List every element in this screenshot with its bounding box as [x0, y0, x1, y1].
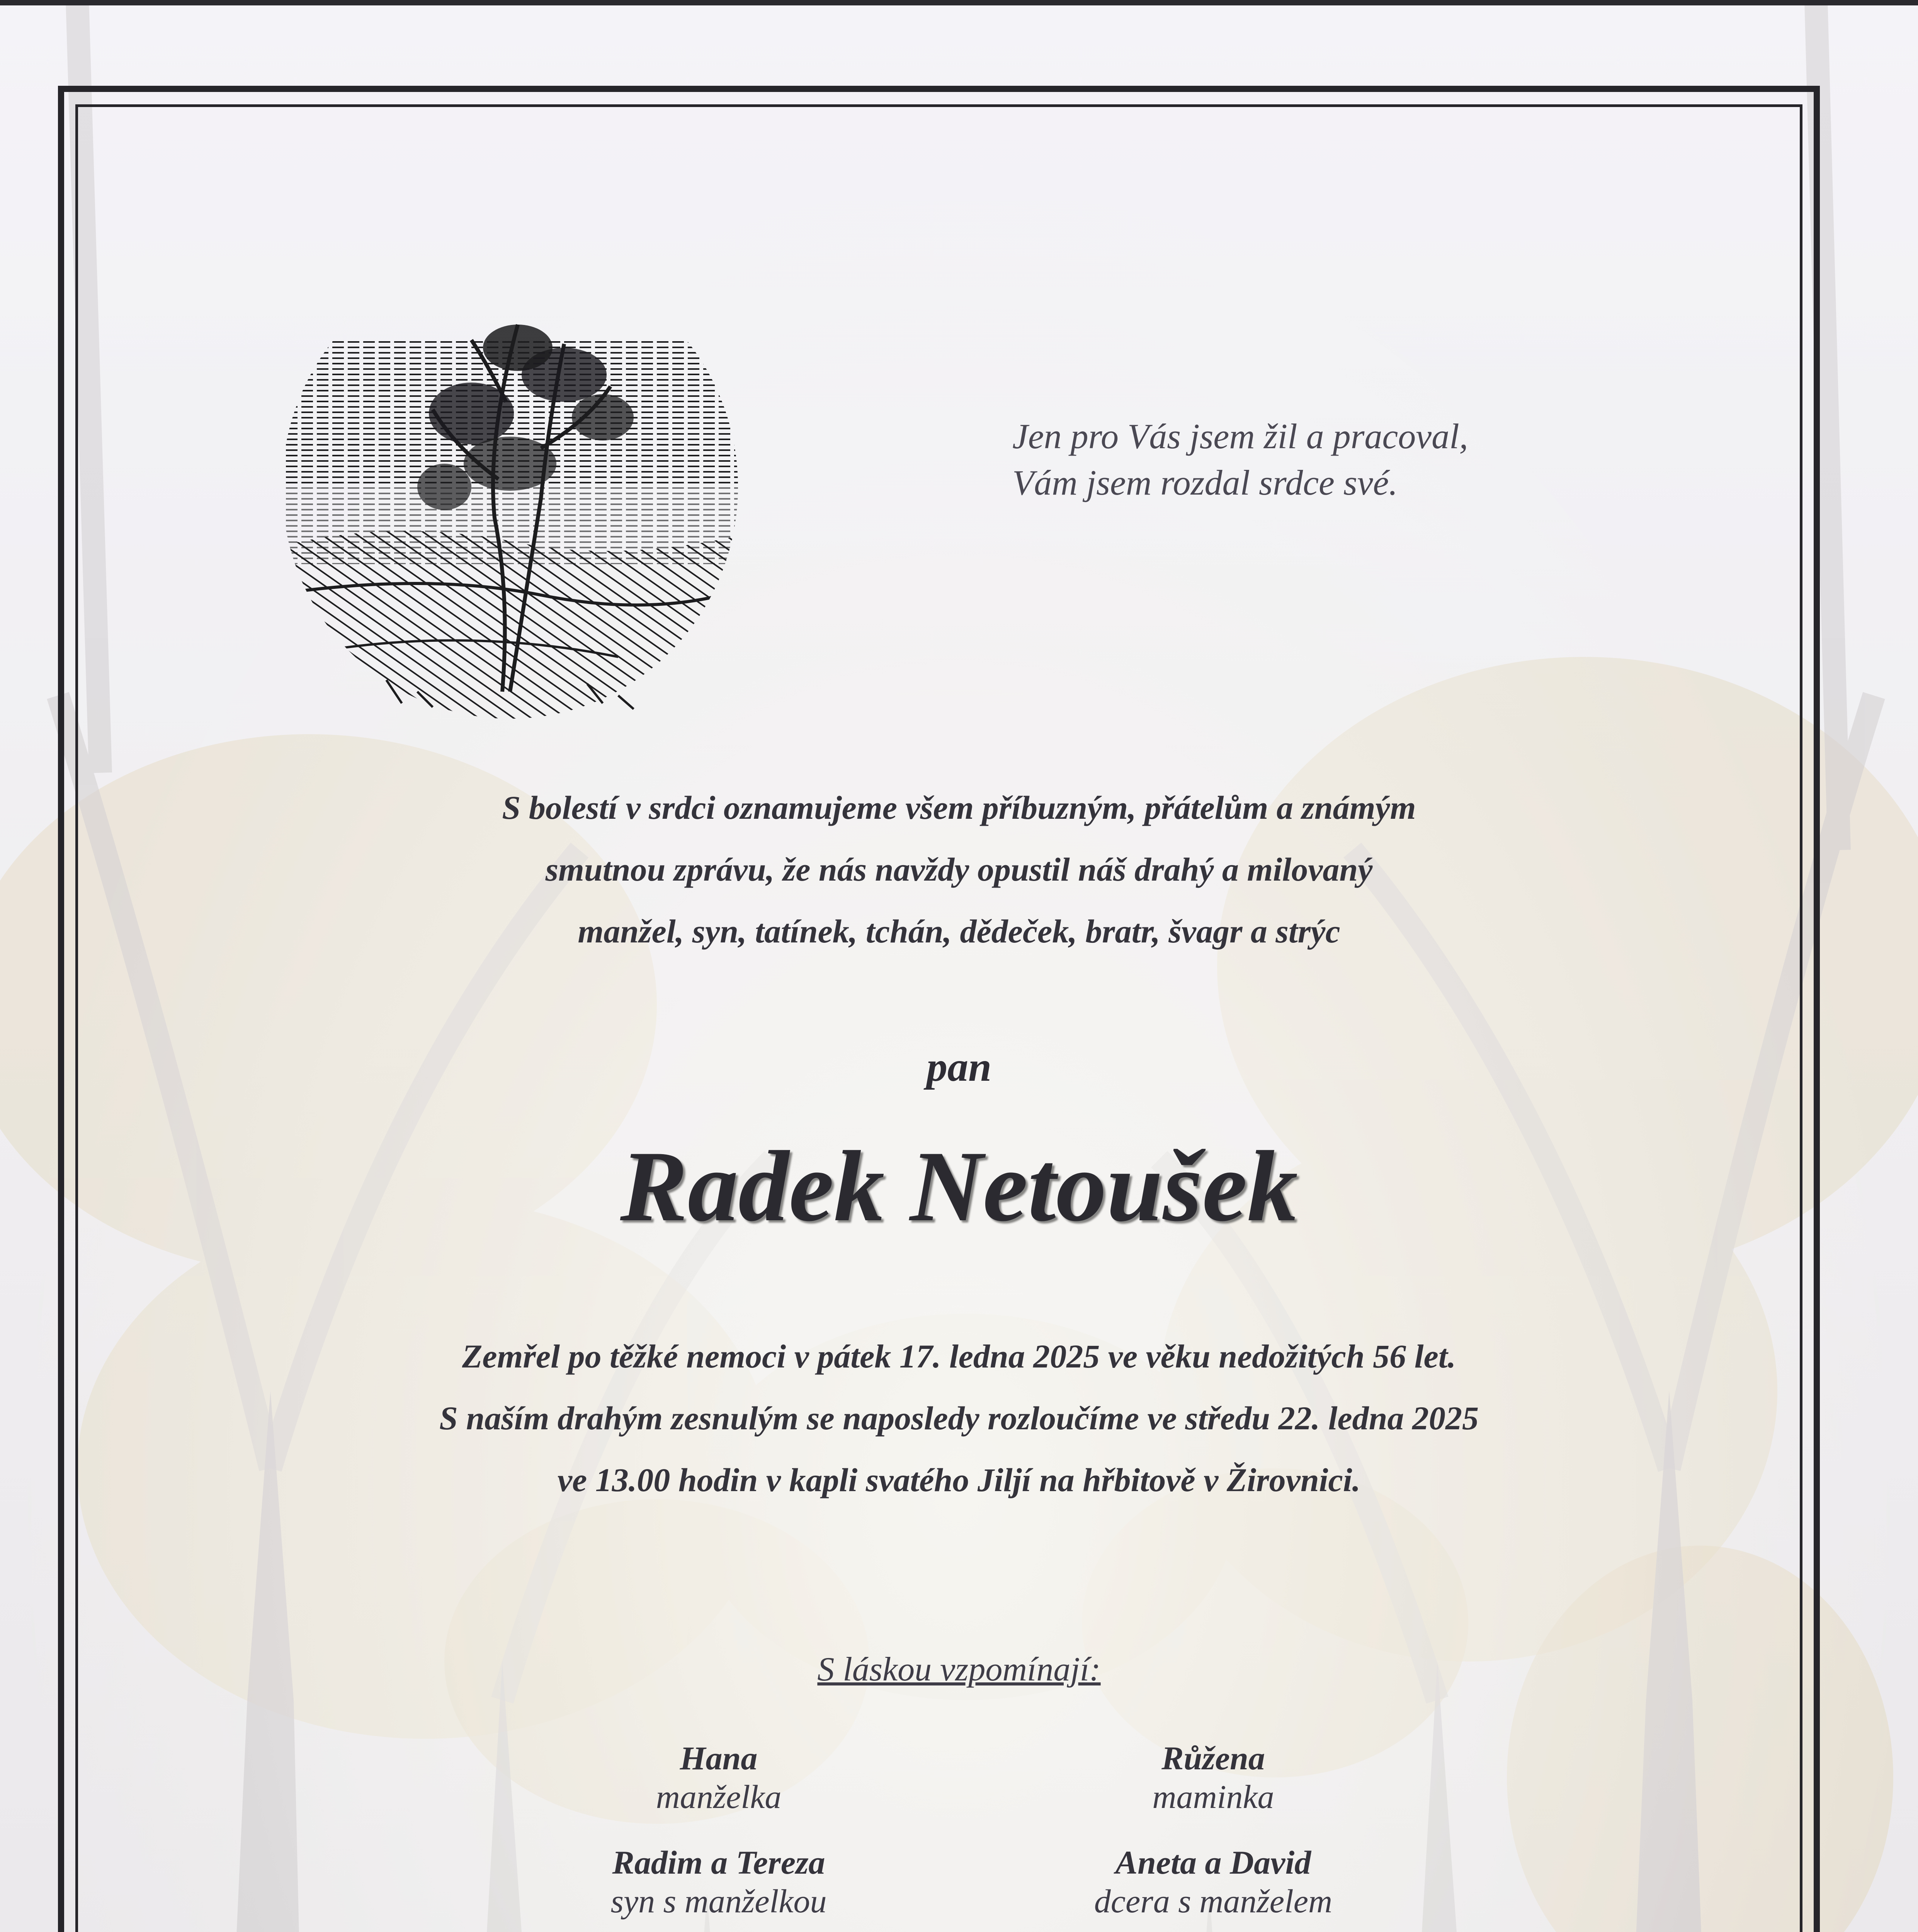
details-line-2: S naším drahým zesnulým se naposledy rozloučíme ve středu 22. ledna 2025	[439, 1400, 1479, 1437]
mourner-name: Růžena	[1161, 1740, 1265, 1777]
announcement-line-3: manžel, syn, tatínek, tchán, dědeček, bratr, švagr a strýc	[578, 913, 1340, 950]
mourner-relation: dcera s manželem	[1094, 1883, 1333, 1920]
mourners-heading: S láskou vzpomínají:	[817, 1651, 1101, 1688]
honorific: pan	[926, 1044, 992, 1090]
announcement-line-1: S bolestí v srdci oznamujeme všem příbuzným, přátelům a známým	[502, 789, 1416, 826]
mourner-relation: syn s manželkou	[610, 1883, 827, 1920]
mourner-relation: manželka	[656, 1778, 782, 1815]
quote-line-2: Vám jsem rozdal srdce své.	[1012, 463, 1398, 502]
mourner-name: Aneta a David	[1115, 1844, 1311, 1881]
deceased-name: Radek Netoušek	[620, 1130, 1298, 1242]
mourner-relation: maminka	[1152, 1778, 1274, 1815]
mourner-name: Radim a Tereza	[612, 1844, 825, 1881]
details-line-3: ve 13.00 hodin v kapli svatého Jiljí na hřbitově v Žirovnici.	[557, 1461, 1361, 1498]
details-line-1: Zemřel po těžké nemoci v pátek 17. ledna 2025 ve věku nedožitých 56 let.	[462, 1338, 1456, 1375]
quote-line-1: Jen pro Vás jsem žil a pracoval,	[1012, 417, 1468, 456]
announcement-line-2: smutnou zprávu, že nás navždy opustil náš drahý a milovaný	[545, 851, 1373, 888]
mourner-name: Hana	[680, 1740, 758, 1777]
